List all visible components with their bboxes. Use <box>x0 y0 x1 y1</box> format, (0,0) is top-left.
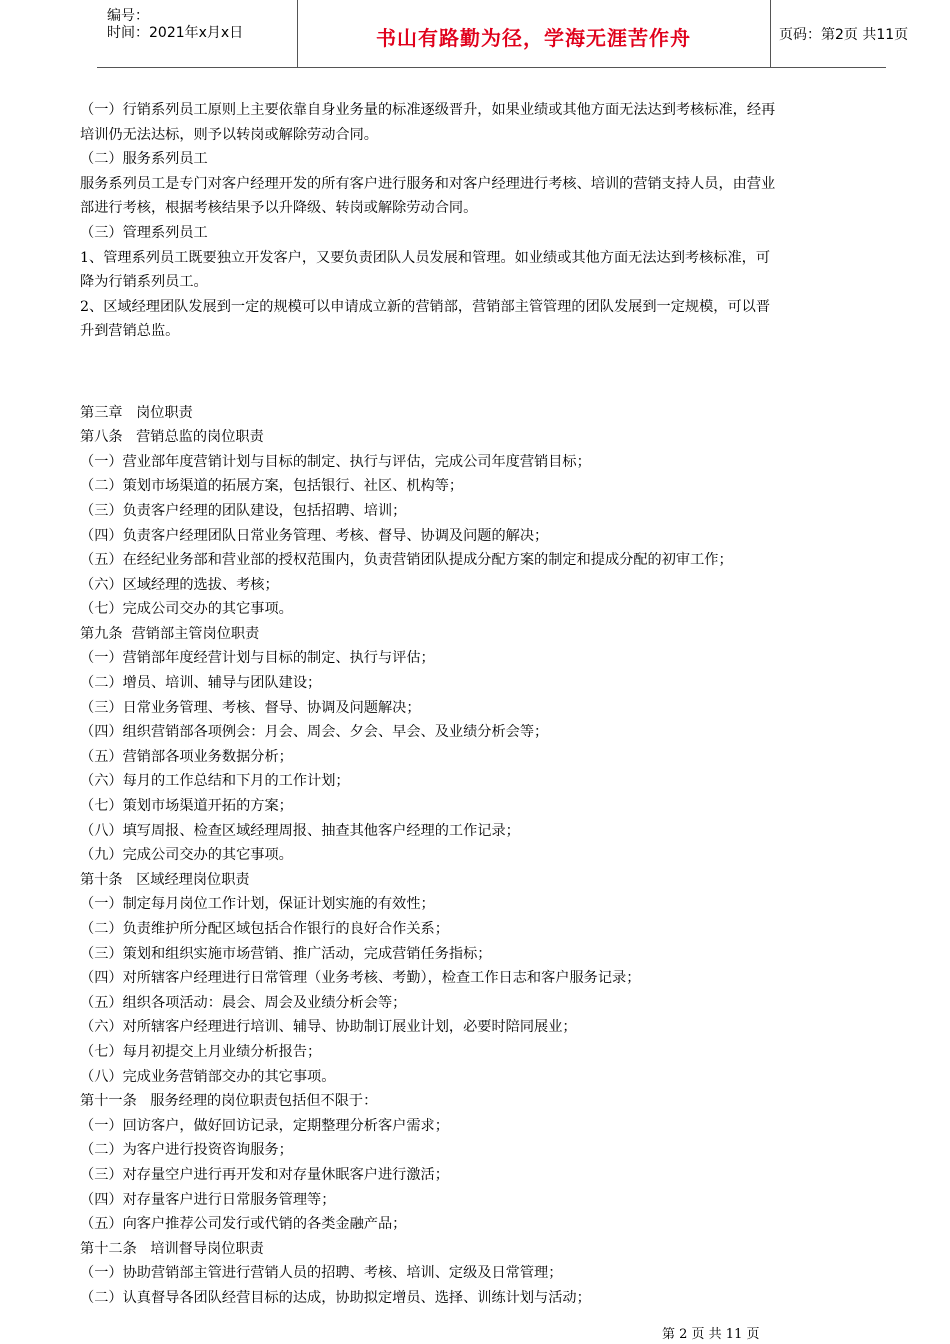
text-line: （八）填写周报、检查区域经理周报、抽查其他客户经理的工作记录； <box>80 822 520 839</box>
text-line: 1、管理系列员工既要独立开发客户，又要负责团队人员发展和管理。如业绩或其他方面无法达到考核标准，可 <box>80 249 771 266</box>
text-line: （七）每月初提交上月业绩分析报告； <box>80 1043 322 1060</box>
text-line: （四）组织营销部各项例会：月会、周会、夕会、早会、及业绩分析会等； <box>80 724 549 741</box>
header-meta-cell <box>97 0 298 67</box>
document-body <box>80 98 906 1311</box>
text-line: （六）区域经理的选拔、考核； <box>80 576 279 593</box>
text-line: （一）协助营销部主管进行营销人员的招聘、考核、培训、定级及日常管理； <box>80 1265 563 1282</box>
text-line: 第十二条 培训督导岗位职责 <box>80 1240 264 1257</box>
text-line: （七）策划市场渠道开拓的方案； <box>80 798 293 815</box>
text-line: 第十条 区域经理岗位职责 <box>80 871 250 888</box>
text-line: 第九条 营销部主管岗位职责 <box>80 625 260 642</box>
text-line: （八）完成业务营销部交办的其它事项。 <box>80 1068 336 1085</box>
text-line: 第八条 营销总监的岗位职责 <box>80 429 264 446</box>
text-line: （三）日常业务管理、考核、督导、协调及问题解决； <box>80 699 421 716</box>
text-line: （二）认真督导各团队经营目标的达成，协助拟定增员、选择、训练计划与活动； <box>80 1289 591 1306</box>
text-line: （三）负责客户经理的团队建设，包括招聘、培训； <box>80 502 407 519</box>
header-page-number: 页码：第2页 共11页 <box>779 27 909 43</box>
document-date: 时间：2021年x月x日 <box>107 25 244 41</box>
page-header <box>97 0 909 68</box>
text-line: （四）对所辖客户经理进行日常管理（业务考核、考勤），检查工作日志和客户服务记录； <box>80 970 641 987</box>
document-number: 编号： <box>107 8 149 24</box>
text-line: （二）服务系列员工 <box>80 151 208 168</box>
text-line: （二）策划市场渠道的拓展方案，包括银行、社区、机构等； <box>80 478 464 495</box>
text-line: （四）负责客户经理团队日常业务管理、考核、督导、协调及问题的解决； <box>80 527 549 544</box>
text-line: （五）向客户推荐公司发行或代销的各类金融产品； <box>80 1216 407 1233</box>
text-line: （七）完成公司交办的其它事项。 <box>80 601 293 618</box>
text-line: （五）组织各项活动：晨会、周会及业绩分析会等； <box>80 994 407 1011</box>
text-line: 升到营销总监。 <box>80 323 180 340</box>
blank-line <box>80 360 906 385</box>
text-line: （四）对存量客户进行日常服务管理等； <box>80 1191 336 1208</box>
text-line: （五）营销部各项业务数据分析； <box>80 748 293 765</box>
text-line: 第十一条 服务经理的岗位职责包括但不限于： <box>80 1093 378 1110</box>
text-line: （六）对所辖客户经理进行培训、辅导、协助制订展业计划，必要时陪同展业； <box>80 1019 577 1036</box>
text-line: （一）回访客户，做好回访记录，定期整理分析客户需求； <box>80 1117 449 1134</box>
text-line: （三）策划和组织实施市场营销、推广活动，完成营销任务指标； <box>80 945 492 962</box>
text-line: 培训仍无法达标，则予以转岗或解除劳动合同。 <box>80 126 378 143</box>
text-line: 第三章 岗位职责 <box>80 404 193 421</box>
text-line: （三）管理系列员工 <box>80 224 208 241</box>
header-page-cell <box>771 0 909 67</box>
text-line: 2、区域经理团队发展到一定的规模可以申请成立新的营销部，营销部主管管理的团队发展到一定规模，可以晋 <box>80 298 771 315</box>
header-motto: 书山有路勤为径，学海无涯苦作舟 <box>376 26 691 50</box>
text-line: 服务系列员工是专门对客户经理开发的所有客户进行服务和对客户经理进行考核、培训的营销支持人员，由营业 <box>80 175 776 192</box>
page-footer: 第 2 页 共 11 页 <box>662 1327 760 1342</box>
text-line: （六）每月的工作总结和下月的工作计划； <box>80 773 350 790</box>
text-line: （一）营业部年度营销计划与目标的制定、执行与评估，完成公司年度营销目标； <box>80 453 591 470</box>
text-line: （一）行销系列员工原则上主要依靠自身业务量的标准逐级晋升，如果业绩或其他方面无法达到考核标准，经再 <box>80 102 776 118</box>
text-line: （一）制定每月岗位工作计划，保证计划实施的有效性； <box>80 896 435 913</box>
text-line: （九）完成公司交办的其它事项。 <box>80 847 293 864</box>
text-line: （一）营销部年度经营计划与目标的制定、执行与评估； <box>80 650 435 667</box>
text-line: （三）对存量空户进行再开发和对存量休眠客户进行激活； <box>80 1166 449 1183</box>
text-line: （二）增员、培训、辅导与团队建设； <box>80 675 322 692</box>
text-line: （五）在经纪业务部和营业部的授权范围内，负责营销团队提成分配方案的制定和提成分配的初审工作； <box>80 552 733 569</box>
text-line: （二）为客户进行投资咨询服务； <box>80 1142 293 1159</box>
text-line: （二）负责维护所分配区域包括合作银行的良好合作关系； <box>80 921 449 937</box>
text-line: 降为行销系列员工。 <box>80 274 208 291</box>
header-motto-cell <box>297 0 771 67</box>
text-line: 部进行考核，根据考核结果予以升降级、转岗或解除劳动合同。 <box>80 200 478 217</box>
